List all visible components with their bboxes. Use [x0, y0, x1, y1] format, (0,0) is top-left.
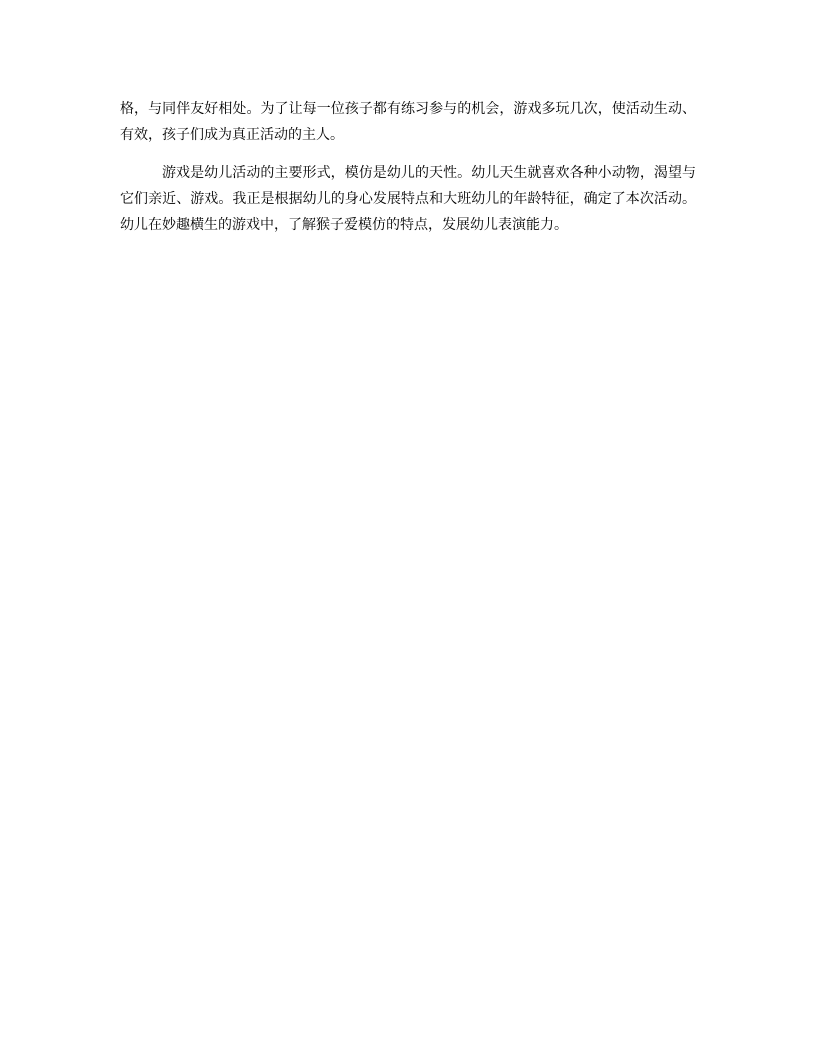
document-body	[120, 96, 696, 238]
paragraph-continuation: 格，与同伴友好相处。为了让每一位孩子都有练习参与的机会，游戏多玩几次，使活动生动、有效，孩子们成为真正活动的主人。	[120, 101, 696, 143]
paragraph-activity-rationale: 游戏是幼儿活动的主要形式，模仿是幼儿的天性。幼儿天生就喜欢各种小动物，渴望与它们亲近、游戏。我正是根据幼儿的身心发展特点和大班幼儿的年龄特征，确定了本次活动。幼儿在妙趣横生的游戏中，了解猴子爱模仿的特点，发展幼儿表演能力。	[120, 165, 696, 233]
